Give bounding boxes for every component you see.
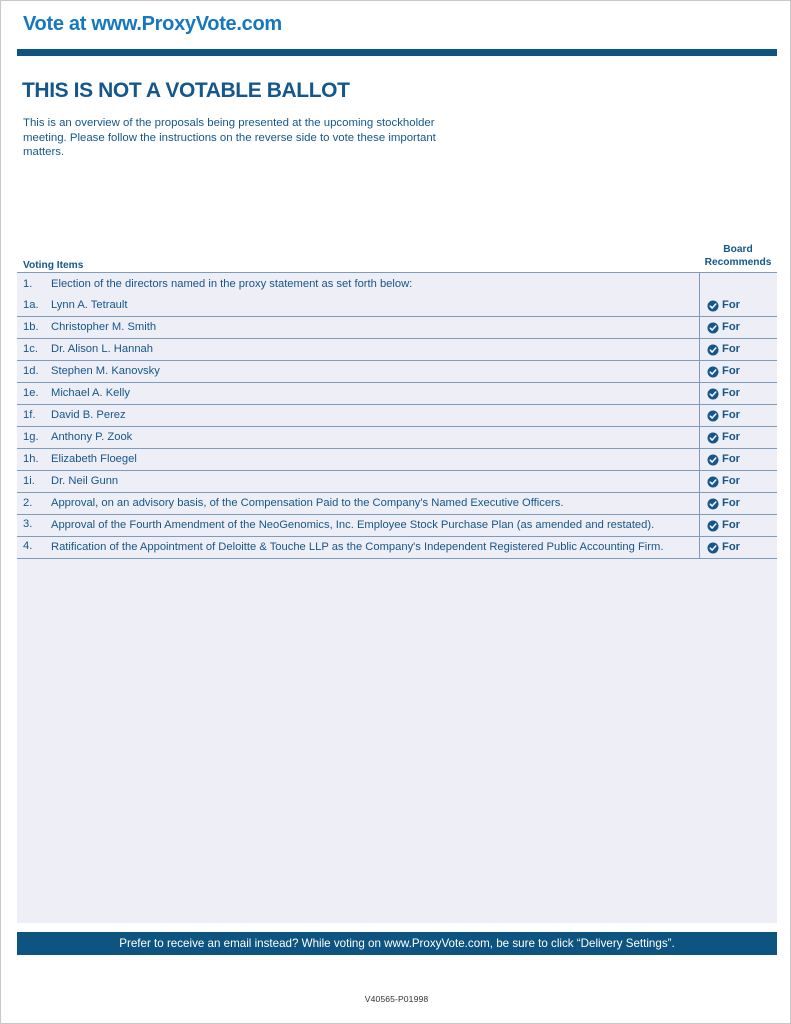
recommendation-badge (707, 409, 740, 421)
table-row (17, 426, 777, 448)
voting-item-text: Christopher M. Smith (51, 321, 157, 333)
board-recommendation-cell (699, 471, 777, 492)
voting-item-number: 1a. (23, 298, 39, 311)
recommendation-label: For (722, 453, 741, 465)
table-row (17, 294, 777, 316)
voting-item-number: 1b. (23, 321, 39, 333)
voting-item-number: 1c. (23, 343, 38, 355)
voting-item-text: Elizabeth Floegel (51, 453, 137, 465)
voting-item-cell (17, 449, 699, 470)
voting-item-cell (17, 427, 699, 448)
recommendation-label: For (722, 409, 741, 421)
table-row (17, 470, 777, 492)
voting-item-text: Lynn A. Tetrault (51, 298, 128, 311)
recommendation-badge (707, 365, 740, 377)
recommendation-badge (707, 431, 740, 443)
voting-item-cell (17, 493, 699, 514)
recommendation-badge (707, 299, 740, 311)
voting-item-text: Ratification of the Appointment of Deloitte & Touche LLP as the Company's Independent Registered Public Accounting Firm. (51, 541, 664, 553)
table-row (17, 536, 777, 558)
check-circle-icon (707, 299, 719, 311)
voting-item-number: 1g. (23, 431, 39, 443)
check-circle-icon (707, 409, 719, 421)
board-recommends-line2: Recommends (704, 256, 772, 268)
table-row (17, 272, 777, 294)
voting-item-number: 4. (23, 540, 33, 552)
voting-item-number: 2. (23, 497, 33, 509)
table-rows (17, 272, 777, 558)
voting-item-cell (17, 471, 699, 492)
voting-item-cell (17, 339, 699, 360)
recommendation-badge (707, 387, 740, 399)
voting-item-number: 1h. (23, 453, 39, 465)
voting-item-cell (17, 361, 699, 382)
voting-item-number: 3. (23, 518, 33, 530)
board-recommendation-cell (699, 317, 777, 338)
board-recommendation-cell (699, 427, 777, 448)
check-circle-icon (707, 475, 719, 487)
voting-item-text: Dr. Alison L. Hannah (51, 343, 153, 355)
check-circle-icon (707, 541, 719, 553)
footer-banner (17, 932, 777, 955)
recommendation-label: For (722, 541, 741, 553)
voting-item-cell (17, 273, 699, 294)
board-recommendation-cell (699, 449, 777, 470)
table-row (17, 514, 777, 536)
recommendation-badge (707, 475, 740, 487)
voting-item-cell (17, 383, 699, 404)
voting-item-number: 1d. (23, 365, 39, 377)
table-row (17, 448, 777, 470)
check-circle-icon (707, 497, 719, 509)
table-bottom-rule (17, 558, 777, 559)
voting-item-text: Michael A. Kelly (51, 387, 130, 399)
board-recommendation-cell (699, 383, 777, 404)
recommendation-label: For (722, 431, 741, 443)
voting-item-cell (17, 294, 699, 316)
header-divider-rule (17, 49, 777, 56)
footer-banner-text: Prefer to receive an email instead? While voting on www.ProxyVote.com, be sure to click “Delivery Settings”. (119, 937, 675, 950)
recommendation-label: For (722, 387, 741, 399)
vote-at-heading: Vote at www.ProxyVote.com (23, 13, 282, 35)
check-circle-icon (707, 519, 719, 531)
voting-item-text: Election of the directors named in the proxy statement as set forth below: (51, 277, 413, 290)
voting-item-cell (17, 405, 699, 426)
recommendation-label: For (722, 475, 741, 487)
recommendation-label: For (722, 343, 741, 355)
voting-item-text: David B. Perez (51, 409, 126, 421)
voting-item-number: 1f. (23, 409, 36, 421)
check-circle-icon (707, 321, 719, 333)
recommendation-badge (707, 519, 740, 531)
voting-item-cell (17, 317, 699, 338)
voting-item-cell (17, 515, 699, 536)
voting-items-table (17, 245, 777, 559)
board-recommendation-cell (699, 294, 777, 316)
control-number: V40565-P01998 (364, 994, 429, 1004)
recommendation-label: For (722, 497, 741, 509)
recommendation-badge (707, 497, 740, 509)
check-circle-icon (707, 365, 719, 377)
voting-item-text: Anthony P. Zook (51, 431, 133, 443)
voting-item-text: Dr. Neil Gunn (51, 475, 119, 487)
check-circle-icon (707, 387, 719, 399)
recommendation-badge (707, 453, 740, 465)
table-column-headers (17, 245, 777, 272)
recommendation-label: For (722, 321, 741, 333)
board-recommendation-cell (699, 515, 777, 536)
table-row (17, 338, 777, 360)
voting-item-cell (17, 537, 699, 558)
recommendation-label: For (722, 365, 741, 377)
check-circle-icon (707, 453, 719, 465)
board-recommendation-cell (699, 339, 777, 360)
recommendation-badge (707, 343, 740, 355)
intro-paragraph: This is an overview of the proposals being presented at the upcoming stockholder meeting. Please follow the instructions on the reverse side to vote these important matters. (23, 117, 436, 158)
voting-item-text: Stephen M. Kanovsky (51, 365, 160, 377)
page-title: THIS IS NOT A VOTABLE BALLOT (22, 79, 350, 102)
voting-item-number: 1. (23, 277, 33, 290)
board-recommendation-cell (699, 405, 777, 426)
recommendation-badge (707, 541, 740, 553)
table-row (17, 492, 777, 514)
recommendation-badge (707, 321, 740, 333)
table-row (17, 382, 777, 404)
board-recommendation-cell (699, 537, 777, 558)
board-recommends-line1: Board (723, 244, 753, 255)
table-row (17, 316, 777, 338)
table-row (17, 360, 777, 382)
check-circle-icon (707, 431, 719, 443)
column-header-voting-items: Voting Items (23, 260, 84, 271)
voting-item-text: Approval, on an advisory basis, of the Compensation Paid to the Company's Named Executive Officers. (51, 497, 564, 509)
table-row (17, 404, 777, 426)
board-recommendation-cell (699, 493, 777, 514)
voting-item-number: 1e. (23, 387, 39, 399)
voting-item-text: Approval of the Fourth Amendment of the NeoGenomics, Inc. Employee Stock Purchase Plan (as amended and restated). (51, 519, 655, 531)
board-recommendation-cell (699, 361, 777, 382)
recommendation-label: For (722, 519, 741, 531)
voting-item-number: 1i. (23, 475, 35, 487)
recommendation-label: For (722, 298, 741, 311)
board-recommendation-cell (699, 273, 777, 294)
column-header-board-recommends (699, 244, 777, 269)
check-circle-icon (707, 343, 719, 355)
